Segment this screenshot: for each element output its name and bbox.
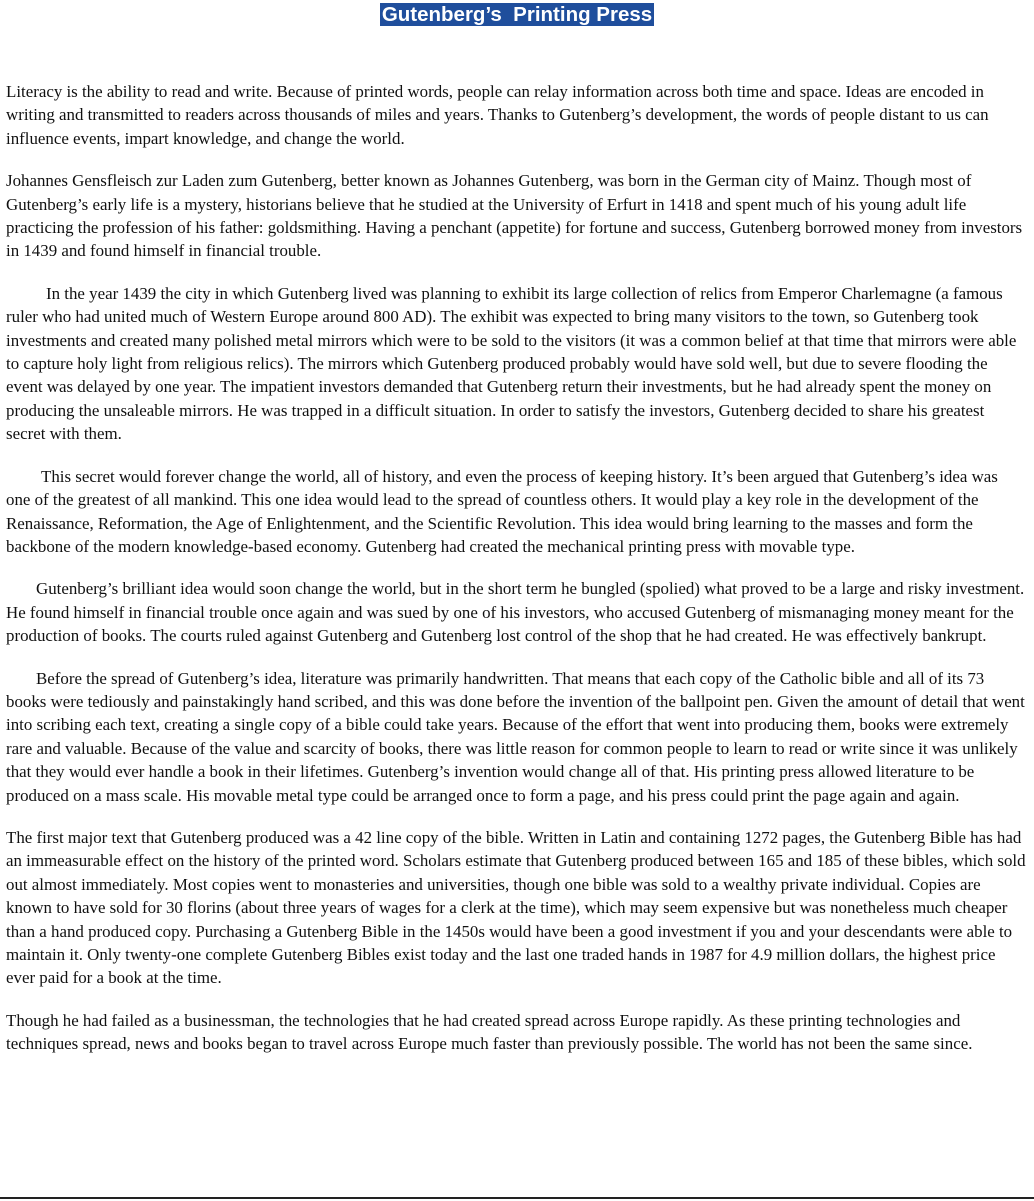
paragraph-biography: Johannes Gensfleisch zur Laden zum Gutenberg, better known as Johannes Gutenberg, was born in the German city of Mainz. Though most of Gutenberg’s early life is a mystery, historians believe that he studied at the University of Erfurt in 1418 and spent much of his young adult life practicing the profession of his father: goldsmithing. Having a penchant (appetite) for fortune and success, Gutenberg borrowed money from investors in 1439 and found himself in financial trouble. [6, 171, 1023, 261]
paragraph-handwritten: Before the spread of Gutenberg’s idea, literature was primarily handwritten. That means that each copy of the Catholic bible and all of its 73 books were tediously and painstakingly hand scribed, and this was done before the invention of the ballpoint pen. Given the amount of detail that went into scribing each text, creating a single copy of a bible could take years. Because of the effort that went into producing them, books were extremely rare and valuable. Because of the value and scarcity of books, there was little reason for common people to learn to read or write since it was unlikely that they would ever handle a book in their lifetimes. Gutenberg’s invention would change all of that. His printing press allowed literature to be produced on a mass scale. His movable metal type could be arranged once to form a page, and his press could print the page again and again. [6, 668, 1025, 805]
paragraph-literacy: Literacy is the ability to read and write. Because of printed words, people can relay information across both time and space. Ideas are encoded in writing and transmitted to readers across thousands of miles and years. Thanks to Gutenberg’s development, the words of people distant to us can influence events, impart knowledge, and change the world. [6, 82, 989, 148]
paragraph-secret: This secret would forever change the world, all of history, and even the process of keeping history. It’s been argued that Gutenberg’s idea was one of the greatest of all mankind. This one idea would lead to the spread of countless others. It would play a key role in the development of the Renaissance, Reformation, the Age of Enlightenment, and the Scientific Revolution. This idea would bring learning to the masses and form the backbone of the modern knowledge-based economy. Gutenberg had created the mechanical printing press with movable type. [6, 466, 998, 556]
paragraph-gutenberg-bible: The first major text that Gutenberg produced was a 42 line copy of the bible. Written in Latin and containing 1272 pages, the Gutenberg Bible has had an immeasurable effect on the history of the printed word. Scholars estimate that Gutenberg produced between 165 and 185 of these bibles, which sold out almost immediately. Most copies went to monasteries and universities, though one bible was sold to a wealthy private individual. Copies are known to have sold for 30 florins (about three years of wages for a clerk at the time), which may seem expensive but was nonetheless much cheaper than a hand produced copy. Purchasing a Gutenberg Bible in the 1450s would have been a good investment if you and your descendants were able to maintain it. Only twenty-one complete Gutenberg Bibles exist today and the last one traded hands in 1987 for 4.9 million dollars, the highest price ever paid for a book at the time. [6, 827, 1026, 988]
title-container [0, 3, 1034, 31]
paragraph-conclusion: Though he had failed as a businessman, the technologies that he had created spread across Europe rapidly. As these printing technologies and techniques spread, news and books began to travel across Europe much faster than previously possible. The world has not been the same since. [6, 1010, 973, 1054]
bottom-divider [0, 1197, 1034, 1199]
paragraph-bankruptcy: Gutenberg’s brilliant idea would soon change the world, but in the short term he bungled (spolied) what proved to be a large and risky investment. He found himself in financial trouble once again and was sued by one of his investors, who accused Gutenberg of mismanaging money meant for the production of books. The courts ruled against Gutenberg and Gutenberg lost control of the shop that he had created. He was effectively bankrupt. [6, 579, 1025, 646]
article-body [6, 80, 1026, 1075]
page-title: Gutenberg’s Printing Press [381, 3, 653, 26]
paragraph-mirrors: In the year 1439 the city in which Gutenberg lived was planning to exhibit its large collection of relics from Emperor Charlemagne (a famous ruler who had united much of Western Europe around 800 AD). The exhibit was expected to bring many visitors to the town, so Gutenberg took investments and created many polished metal mirrors which were to be sold to the visitors (it was a common belief at that time that mirrors were able to capture holy light from religious relics). The mirrors which Gutenberg produced probably would have sold well, but due to severe flooding the event was delayed by one year. The impatient investors demanded that Gutenberg return their investments, but he had already spent the money on producing the unsaleable mirrors. He was trapped in a difficult situation. In order to satisfy the investors, Gutenberg decided to share his greatest secret with them. [6, 283, 1017, 444]
